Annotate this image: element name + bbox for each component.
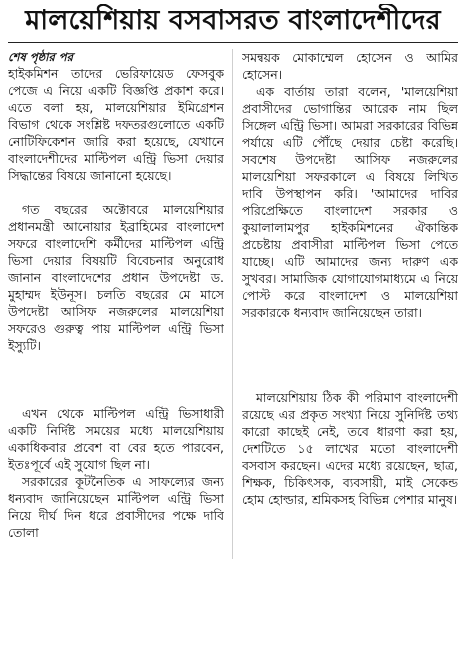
right-column [232,49,458,559]
article-paragraph: এক বার্তায় তারা বলেন, 'মালয়েশিয়া প্রবাসীদের ভোগান্তির আরেক নাম ছিল সিঙ্গেল এন্ট্রি ভিসা। আমরা সরকারের বিভিন্ন পর্যায়ে এটি পৌঁছে দেয়ার চেষ্টা করেছি। সবশেষ উপদেষ্টা আসিফ নজরুলের মালয়েশিয়া সফরকালে এ বিষয়ে লিখিত দাবি উপস্থাপন করি। 'আমাদের দাবির পরিপ্রেক্ষিতে বাংলাদেশ সরকার ও কুয়ালালামপুর হাইকমিশনের ঐকান্তিক প্রচেষ্টায় প্রবাসীরা মাল্টিপল ভিসা পেতে যাচ্ছে। এটি আমাদের জন্য দারুণ এক সুখবর। সামাজিক যোগাযোগমাধ্যমে এ নিয়ে পোস্ট করে বাংলাদেশ ও মালয়েশিয়া সরকারকে ধন্যবাদ জানিয়েছেন তারা। [242,84,458,320]
article-paragraph: মালয়েশিয়ায় ঠিক কী পরিমাণ বাংলাদেশী রয়েছে এর প্রকৃত সংখ্যা নিয়ে সুনির্দিষ্ট তথ্য কারো কাছেই নেই, তবে ধারণা করা হয়, দেশটিতে ১৫ লাখের মতো বাংলাদেশী বসবাস করছেন। এদের মধ্যে রয়েছেন, ছাত্র, শিক্ষক, চিকিৎসক, ব্যবসায়ী, মাই সেকেন্ড হোম হোল্ডার, শ্রমিকসহ বিভিন্ন পেশার মানুষ। [242,390,458,507]
article-body [8,49,458,559]
article-paragraph: এখন থেকে মাল্টিপল এন্ট্রি ভিসাধারী একটি নির্দিষ্ট সময়ের মধ্যে মালয়েশিয়ায় একাধিকবার প্রবেশ বা বের হতে পারবেন, ইতঃপূর্বে এই সুযোগ ছিল না। [8,406,224,472]
article-paragraph: গত বছরের অক্টোবরে মালয়েশিয়ার প্রধানমন্ত্রী আনোয়ার ইব্রাহিমের বাংলাদেশ সফরে বাংলাদেশি কর্মীদের মাল্টিপল এন্ট্রি ভিসা দেয়ার বিষয়টি বিবেচনার অনুরোধ জানান বাংলাদেশের প্রধান উপদেষ্টা ড. মুহাম্মদ ইউনূস। চলতি বছরের মে মাসে উপদেষ্টা আসিফ নজরুলের মালয়েশিয়া সফরেও গুরুত্ব পায় মাল্টিপল এন্ট্রি ভিসা ইস্যুটি। [8,202,224,353]
article-paragraph: হাইকমিশন তাদের ভেরিফায়েড ফেসবুক পেজে এ নিয়ে একটি বিজ্ঞপ্তি প্রকাশ করে। এতে বলা হয়, মালয়েশিয়ার ইমিগ্রেশন বিভাগ থেকে সংশ্লিষ্ট দফতরগুলোতে একটি নোটিফিকেশন জারি করা হয়েছে, যেখানে বাংলাদেশীদের মাল্টিপল এন্ট্রি ভিসা দেয়ার সিদ্ধান্তের বিষয়ে জানানো হয়েছে। [8,66,224,183]
continuation-kicker: শেষ পৃষ্ঠার পর [8,50,73,64]
left-column [8,49,232,559]
article-paragraph: সমন্বয়ক মোকাম্মেল হোসেন ও আমির হোসেন। [242,50,458,82]
article-paragraph: সরকারের কূটনৈতিক এ সাফল্যের জন্য ধন্যবাদ জানিয়েছেন মাল্টিপল এন্ট্রি ভিসা নিয়ে দীর্ঘ দিন ধরে প্রবাসীদের পক্ষে দাবি তোলা [8,474,224,540]
headline: মালয়েশিয়ায় বসবাসরত বাংলাদেশীদের [8,4,458,43]
